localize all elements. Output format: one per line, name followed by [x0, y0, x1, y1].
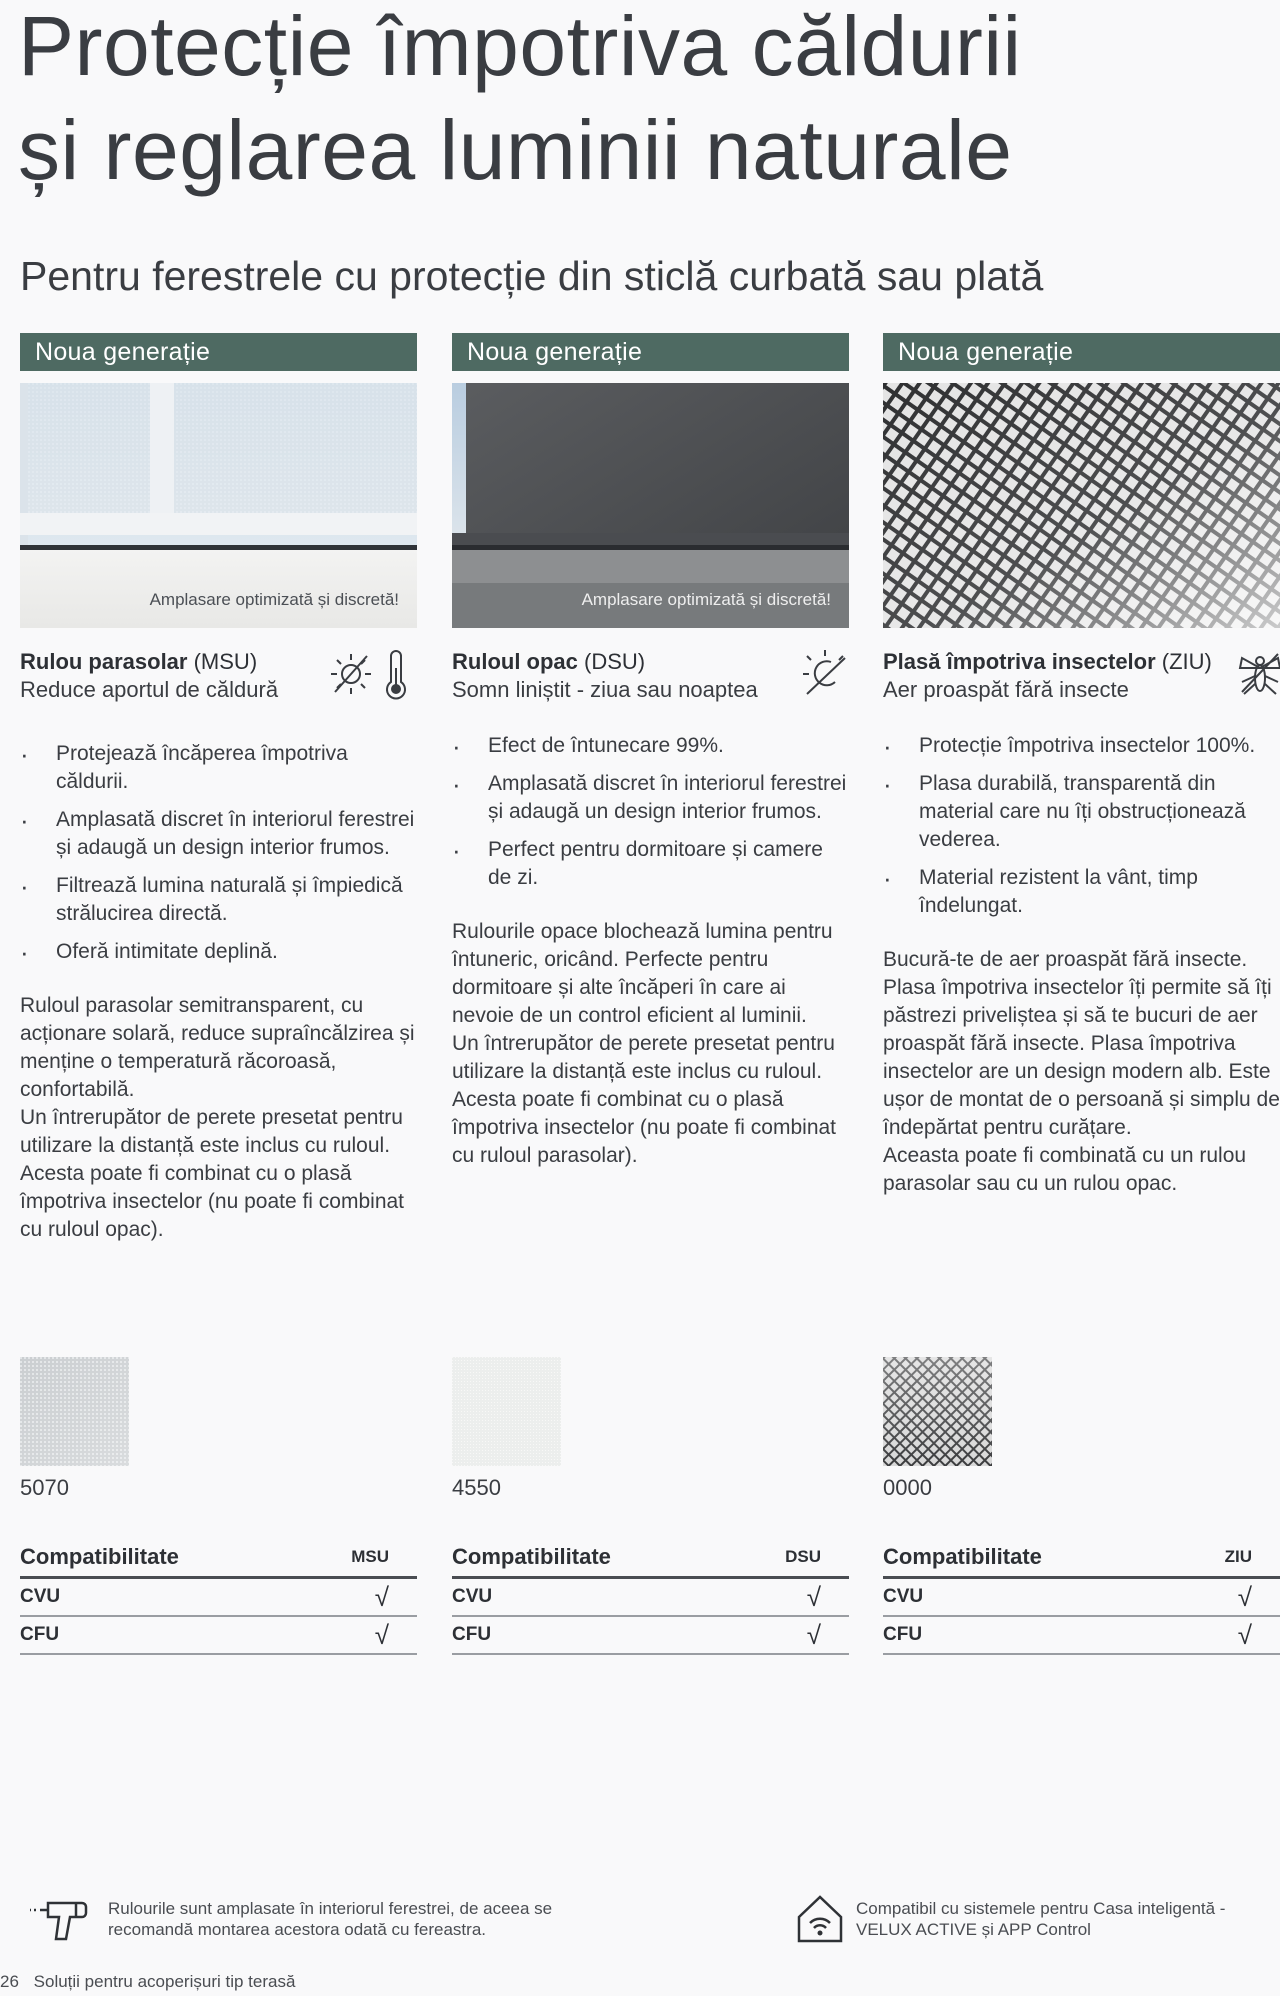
product-name-text: Plasă împotriva insectelor: [883, 649, 1156, 674]
compatibility-table-ziu: [883, 1538, 1280, 1655]
table-row: [20, 1578, 417, 1617]
feature-item: · Protejează încăperea împotriva căldurii.: [20, 740, 417, 796]
compat-label: CFU: [452, 1616, 735, 1654]
product-column-ziu: [883, 333, 1280, 1198]
product-code: (DSU): [584, 649, 646, 674]
description-paragraph: Acesta poate fi combinat cu o plasă împotriva insectelor (nu poate fi combinat cu ruloul opac).: [20, 1162, 405, 1241]
product-name: [883, 648, 1280, 676]
product-description: [452, 918, 849, 1170]
footnote-smart-home: Compatibil cu sistemele pentru Casa inteligentă - VELUX ACTIVE și APP Control: [856, 1899, 1226, 1939]
insect-icon: [1240, 654, 1280, 694]
fabric-swatch-dsu: [452, 1357, 561, 1502]
swatch-image: [883, 1357, 992, 1466]
sun-heat-icon: [331, 654, 371, 694]
compat-label: CVU: [452, 1578, 735, 1617]
feature-list: [20, 740, 417, 966]
product-code: (ZIU): [1161, 649, 1212, 674]
compat-label: CFU: [883, 1616, 1177, 1654]
product-tagline: Somn liniștit - ziua sau noaptea: [452, 677, 758, 702]
product-icons: [801, 648, 849, 705]
product-description: [883, 946, 1280, 1198]
compat-code: MSU: [301, 1538, 417, 1578]
compat-header-row: [20, 1538, 417, 1578]
compat-code: ZIU: [1177, 1538, 1280, 1578]
table-row: [883, 1578, 1280, 1617]
checkmark-icon: √: [1237, 1581, 1252, 1612]
blackout-sun-icon: [803, 650, 845, 694]
thermometer-icon: [387, 651, 405, 698]
table-row: [452, 1616, 849, 1654]
product-photo-insect-screen: [883, 383, 1280, 628]
product-photo-sun-blind: [20, 383, 417, 628]
checkmark-icon: √: [1237, 1619, 1252, 1650]
photo-caption: Amplasare optimizată și discretă!: [581, 590, 831, 609]
feature-item: · Amplasată discret în interiorul ferestrei și adaugă un design interior frumos.: [452, 770, 849, 826]
checkmark-icon: √: [374, 1619, 389, 1650]
page-number: 26: [0, 1972, 19, 1991]
table-row: [452, 1578, 849, 1617]
product-icons: [327, 648, 417, 705]
fabric-swatch-ziu: [883, 1357, 992, 1502]
feature-item: · Filtrează lumina naturală și împiedică strălucirea directă.: [20, 872, 417, 928]
product-tagline: Reduce aportul de căldură: [20, 677, 279, 702]
product-tagline: Aer proaspăt fără insecte: [883, 677, 1129, 702]
feature-item: · Efect de întunecare 99%.: [452, 732, 849, 760]
product-name: [452, 648, 849, 676]
compat-label: CFU: [20, 1616, 301, 1654]
product-column-msu: [20, 333, 417, 1244]
compat-label: CVU: [20, 1578, 301, 1617]
description-paragraph: Un întrerupător de perete presetat pentru utilizare la distanță este inclus cu ruloul.: [20, 1106, 403, 1157]
compat-title: Compatibilitate: [452, 1538, 735, 1578]
page-title-line-1: Protecție împotriva căldurii: [18, 0, 1022, 93]
description-paragraph: Bucură-te de aer proaspăt fără insecte. Plasa împotriva insectelor îți permite să îți păstrezi priveliștea și să te bucuri de aer proaspăt fără insecte. Plasa împotriva insectelor are un design modern alb. Este ușor de montat de o persoană și simplu de îndepărtat pentru curățare.: [883, 948, 1280, 1139]
compat-title: Compatibilitate: [883, 1538, 1177, 1578]
feature-item: · Oferă intimitate deplină.: [20, 938, 417, 966]
compat-title: Compatibilitate: [20, 1538, 301, 1578]
swatch-code: 4550: [452, 1475, 501, 1500]
product-header: [20, 648, 417, 710]
compatibility-table-msu: [20, 1538, 417, 1655]
swatch-image: [452, 1357, 561, 1466]
feature-item: · Protecție împotriva insectelor 100%.: [883, 732, 1280, 760]
description-paragraph: Aceasta poate fi combinată cu un rulou parasolar sau cu un rulou opac.: [883, 1144, 1247, 1195]
swatch-code: 5070: [20, 1475, 69, 1500]
page-title-line-2: și reglarea luminii naturale: [18, 103, 1013, 197]
drill-icon: [30, 1895, 92, 1950]
compatibility-table-dsu: [452, 1538, 849, 1655]
new-generation-badge: Noua generație: [883, 333, 1280, 371]
product-code: (MSU): [193, 649, 258, 674]
page-title: [18, 0, 1022, 202]
smart-home-icon: [795, 1893, 845, 1950]
table-row: [20, 1616, 417, 1654]
product-name-text: Ruloul opac: [452, 649, 578, 674]
page-footer: [0, 1972, 295, 1992]
product-name-text: Rulou parasolar: [20, 649, 188, 674]
compat-code: DSU: [735, 1538, 849, 1578]
product-column-dsu: [452, 333, 849, 1170]
description-paragraph: Ruloul parasolar semitransparent, cu acționare solară, reduce supraîncălzirea și menține o temperatură răcoroasă, confortabilă.: [20, 994, 415, 1101]
swatch-code: 0000: [883, 1475, 932, 1500]
swatch-image: [20, 1357, 129, 1466]
compat-header-row: [883, 1538, 1280, 1578]
compat-label: CVU: [883, 1578, 1177, 1617]
feature-item: · Amplasată discret în interiorul ferestrei și adaugă un design interior frumos.: [20, 806, 417, 862]
new-generation-badge: Noua generație: [452, 333, 849, 371]
checkmark-icon: √: [806, 1619, 821, 1650]
description-paragraph: Acesta poate fi combinat cu o plasă împotriva insectelor (nu poate fi combinat cu ruloul parasolar).: [452, 1088, 837, 1167]
product-header: [452, 648, 849, 710]
checkmark-icon: √: [374, 1581, 389, 1612]
photo-caption: Amplasare optimizată și discretă!: [149, 590, 399, 609]
checkmark-icon: √: [806, 1581, 821, 1612]
description-paragraph: Rulourile opace blochează lumina pentru întuneric, oricând. Perfecte pentru dormitoare și alte încăperi în care ai nevoie de un control eficient al luminii.: [452, 920, 833, 1027]
feature-item: · Perfect pentru dormitoare și camere de zi.: [452, 836, 849, 892]
compat-header-row: [452, 1538, 849, 1578]
product-icons: [1236, 648, 1280, 705]
footnote-mounting: Rulourile sunt amplasate în interiorul ferestrei, de aceea se recomandă montarea acestora odată cu fereastra.: [108, 1899, 553, 1939]
feature-item: · Material rezistent la vânt, timp îndelungat.: [883, 864, 1280, 920]
new-generation-badge: Noua generație: [20, 333, 417, 371]
feature-item: · Plasa durabilă, transparentă din material care nu îți obstrucționează vederea.: [883, 770, 1280, 854]
product-photo-blackout-blind: [452, 383, 849, 628]
table-row: [883, 1616, 1280, 1654]
product-header: [883, 648, 1280, 710]
product-description: [20, 992, 417, 1244]
description-paragraph: Un întrerupător de perete presetat pentru utilizare la distanță este inclus cu ruloul.: [452, 1032, 835, 1083]
page-subtitle: Pentru ferestrele cu protecție din sticlă curbată sau plată: [20, 253, 1044, 299]
feature-list: [452, 732, 849, 892]
section-name: Soluții pentru acoperișuri tip terasă: [33, 1972, 296, 1991]
feature-list: [883, 732, 1280, 920]
fabric-swatch-msu: [20, 1357, 129, 1502]
